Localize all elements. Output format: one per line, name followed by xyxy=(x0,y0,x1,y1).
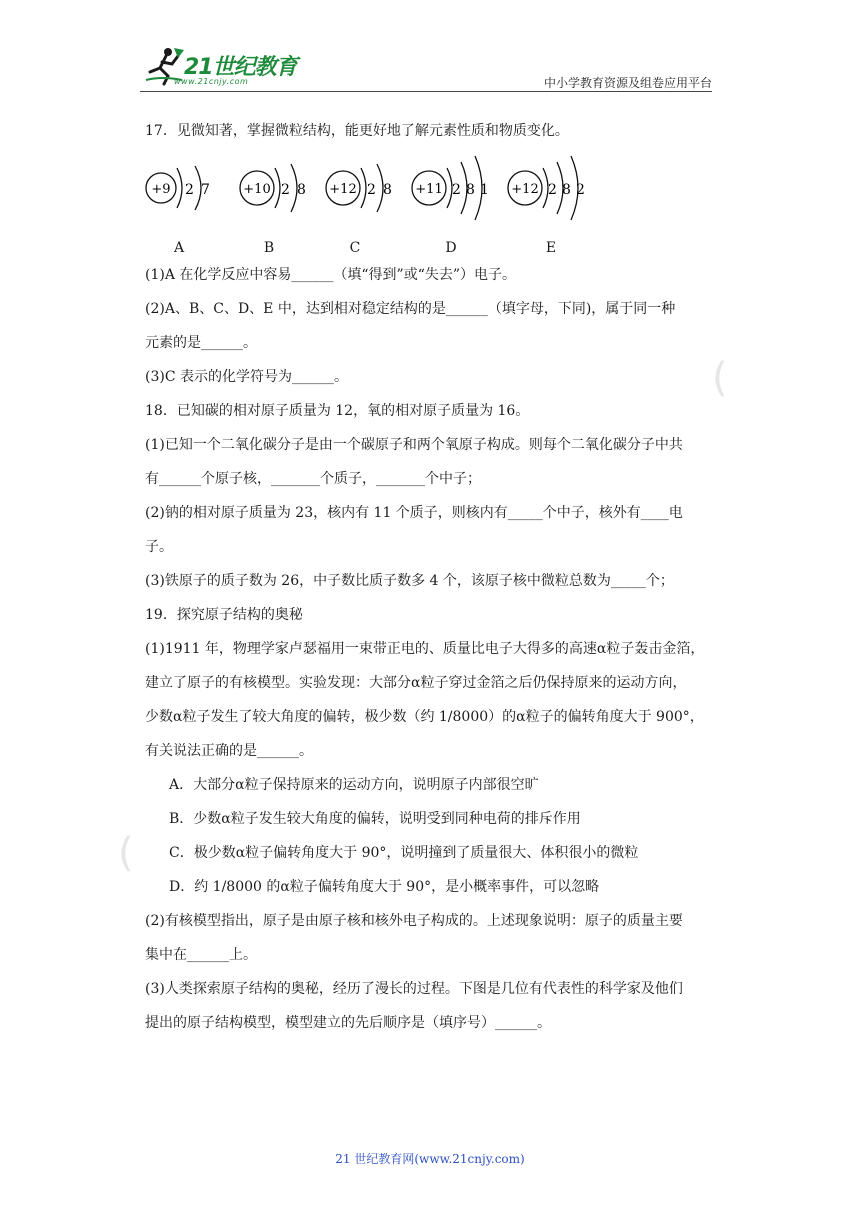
q18-part2-cont: 子。 xyxy=(145,539,173,555)
atom-d-shell-3: 1 xyxy=(480,182,489,198)
page-header xyxy=(140,44,712,92)
q19-part3: (3)人类探索原子结构的奥秘，经历了漫长的过程。下图是几位有代表性的科学家及他们 xyxy=(145,981,683,997)
atom-a-shell-2: 7 xyxy=(201,182,210,198)
q17-title: 17．见微知著，掌握微粒结构，能更好地了解元素性质和物质变化。 xyxy=(145,123,569,139)
atom-d-label: D xyxy=(445,240,457,256)
q19-part1-cont-3: 有关说法正确的是______。 xyxy=(145,743,313,759)
header-divider xyxy=(140,91,712,92)
q19-option-b: B．少数α粒子发生较大角度的偏转，说明受到同种电荷的排斥作用 xyxy=(169,811,581,827)
atom-e-label: E xyxy=(545,240,557,256)
atom-diagram-c xyxy=(325,152,405,256)
atom-diagram-a xyxy=(145,152,225,256)
atom-c-nucleus: +12 xyxy=(329,182,357,197)
atom-structure-diagrams xyxy=(145,148,717,258)
site-logo[interactable] xyxy=(140,44,315,90)
q17-part3: (3)C 表示的化学符号为______。 xyxy=(145,369,348,385)
atom-diagram-b xyxy=(239,152,319,256)
q19-part1-cont-2: 少数α粒子发生了较大角度的偏转，极少数（约 1/8000）的α粒子的偏转角度大于 900°， xyxy=(145,709,704,725)
atom-d-shell-2: 8 xyxy=(466,182,475,198)
atom-b-shell-1: 2 xyxy=(281,182,290,198)
platform-name: 中小学教育资源及组卷应用平台 xyxy=(543,76,712,90)
q18-part1-cont: 有______个原子核，_______个质子，_______个中子； xyxy=(145,471,481,487)
atom-b-nucleus: +10 xyxy=(243,182,271,197)
q19-option-d: D．约 1/8000 的α粒子偏转角度大于 90°，是小概率事件，可以忽略 xyxy=(169,879,600,895)
atom-e-shell-2: 8 xyxy=(562,182,571,198)
logo-text: 21世纪教育 xyxy=(184,55,297,80)
atom-diagram-d xyxy=(411,152,495,256)
q19-title: 19．探究原子结构的奥秘 xyxy=(145,607,303,623)
atom-diagram-e xyxy=(507,152,591,256)
atom-c-shell-1: 2 xyxy=(367,182,376,198)
q17-part2-cont: 元素的是______。 xyxy=(145,335,257,351)
watermark-right: ( xyxy=(712,355,728,401)
atom-a-label: A xyxy=(173,240,185,256)
logo-url: www.21cnjy.com xyxy=(174,77,249,86)
q17-part2: (2)A、B、C、D、E 中，达到相对稳定结构的是______（填字母，下同)，属于同一种 xyxy=(145,301,676,317)
atom-a-nucleus: +9 xyxy=(151,182,171,197)
q18-title: 18．已知碳的相对原子质量为 12，氧的相对原子质量为 16。 xyxy=(145,403,530,419)
q19-part1: (1)1911 年，物理学家卢瑟福用一束带正电的、质量比电子大得多的高速α粒子轰击金箔， xyxy=(145,641,705,657)
atom-c-shell-2: 8 xyxy=(383,182,392,198)
q19-part1-cont-1: 建立了原子的有核模型。实验发现：大部分α粒子穿过金箔之后仍保持原来的运动方向， xyxy=(145,675,687,691)
q19-part3-cont: 提出的原子结构模型，模型建立的先后顺序是（填序号）______。 xyxy=(145,1015,551,1031)
question-content xyxy=(145,114,717,1040)
q18-part2: (2)钠的相对原子质量为 23，核内有 11 个质子，则核内有_____个中子，核外有____电 xyxy=(145,505,683,521)
page-footer[interactable]: 21 世纪教育网(www.21cnjy.com) xyxy=(335,1152,525,1166)
q17-part1: (1)A 在化学反应中容易______（填“得到”或“失去”）电子。 xyxy=(145,267,517,283)
atom-e-shell-3: 2 xyxy=(576,182,585,198)
watermark-left: ( xyxy=(118,830,134,876)
atom-b-shell-2: 8 xyxy=(297,182,306,198)
q19-part2-cont: 集中在______上。 xyxy=(145,947,257,963)
atom-d-shell-1: 2 xyxy=(452,182,461,198)
atom-c-label: C xyxy=(349,240,361,256)
atom-b-label: B xyxy=(263,240,275,256)
atom-d-nucleus: +11 xyxy=(415,182,443,197)
atom-e-shell-1: 2 xyxy=(548,182,557,198)
atom-e-nucleus: +12 xyxy=(511,182,539,197)
q18-part3: (3)铁原子的质子数为 26，中子数比质子数多 4 个，该原子核中微粒总数为_____个； xyxy=(145,573,674,589)
q19-option-a: A．大部分α粒子保持原来的运动方向，说明原子内部很空旷 xyxy=(169,777,539,793)
q19-part2: (2)有核模型指出，原子是由原子核和核外电子构成的。上述现象说明：原子的质量主要 xyxy=(145,913,683,929)
atom-a-shell-1: 2 xyxy=(185,182,194,198)
q19-option-c: C．极少数α粒子偏转角度大于 90°，说明撞到了质量很大、体积很小的微粒 xyxy=(169,845,639,861)
q18-part1: (1)已知一个二氧化碳分子是由一个碳原子和两个氧原子构成。则每个二氧化碳分子中共 xyxy=(145,437,683,453)
